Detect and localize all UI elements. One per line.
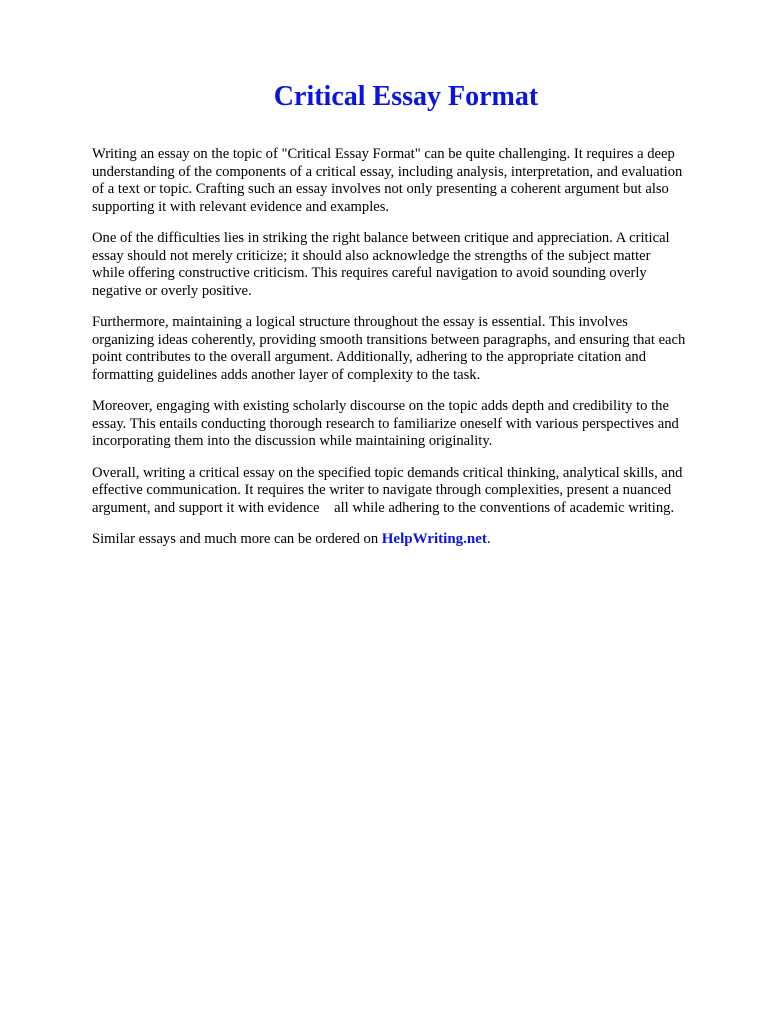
essay-body — [92, 146, 732, 563]
paragraph-line: essay should not merely criticize; it should also acknowledge the strengths of the subject matter — [92, 247, 651, 264]
closing-period: . — [486, 531, 491, 547]
paragraph-line: argument, and support it with evidence all while adhering to the conventions of academic writing. — [92, 499, 675, 516]
paragraph-line: organizing ideas coherently, providing smooth transitions between paragraphs, and ensuring that each — [92, 331, 686, 348]
paragraph-2 — [92, 230, 732, 300]
paragraph-line: One of the difficulties lies in striking the right balance between critique and appreciation. A critical — [92, 230, 670, 246]
paragraph-1 — [92, 146, 732, 216]
paragraph-5 — [92, 465, 732, 518]
paragraph-line: Furthermore, maintaining a logical structure throughout the essay is essential. This involves — [92, 314, 628, 330]
closing-text: Similar essays and much more can be ordered on — [92, 531, 382, 547]
paragraph-line: essay. This entails conducting thorough research to familiarize oneself with various perspectives and — [92, 415, 679, 432]
document-title: Critical Essay Format — [273, 81, 539, 112]
closing-paragraph — [92, 531, 732, 549]
paragraph-line: understanding of the components of a critical essay, including analysis, interpretation, and evaluation — [92, 163, 683, 180]
helpwriting-link[interactable]: HelpWriting.net — [381, 531, 487, 547]
paragraph-4 — [92, 398, 732, 451]
paragraph-line: while offering constructive criticism. This requires careful navigation to avoid sounding overly — [92, 265, 647, 281]
paragraph-line: of a text or topic. Crafting such an essay involves not only presenting a coherent argument but also — [92, 181, 669, 197]
paragraph-line: point contributes to the overall argument. Additionally, adhering to the appropriate citation and — [92, 349, 647, 365]
paragraph-line: negative or overly positive. — [92, 282, 252, 299]
paragraph-line: incorporating them into the discussion while maintaining originality. — [92, 433, 493, 449]
paragraph-line: effective communication. It requires the writer to navigate through complexities, present a nuanced — [92, 482, 672, 498]
paragraph-line: Overall, writing a critical essay on the specified topic demands critical thinking, analytical skills, and — [92, 464, 683, 481]
paragraph-line: Moreover, engaging with existing scholarly discourse on the topic adds depth and credibility to the — [92, 398, 669, 414]
paragraph-3 — [92, 314, 732, 384]
paragraph-line: formatting guidelines adds another layer of complexity to the task. — [92, 366, 481, 383]
paragraph-line: Writing an essay on the topic of "Critical Essay Format" can be quite challenging. It requires a deep — [92, 146, 675, 162]
paragraph-line: supporting it with relevant evidence and examples. — [92, 198, 390, 215]
